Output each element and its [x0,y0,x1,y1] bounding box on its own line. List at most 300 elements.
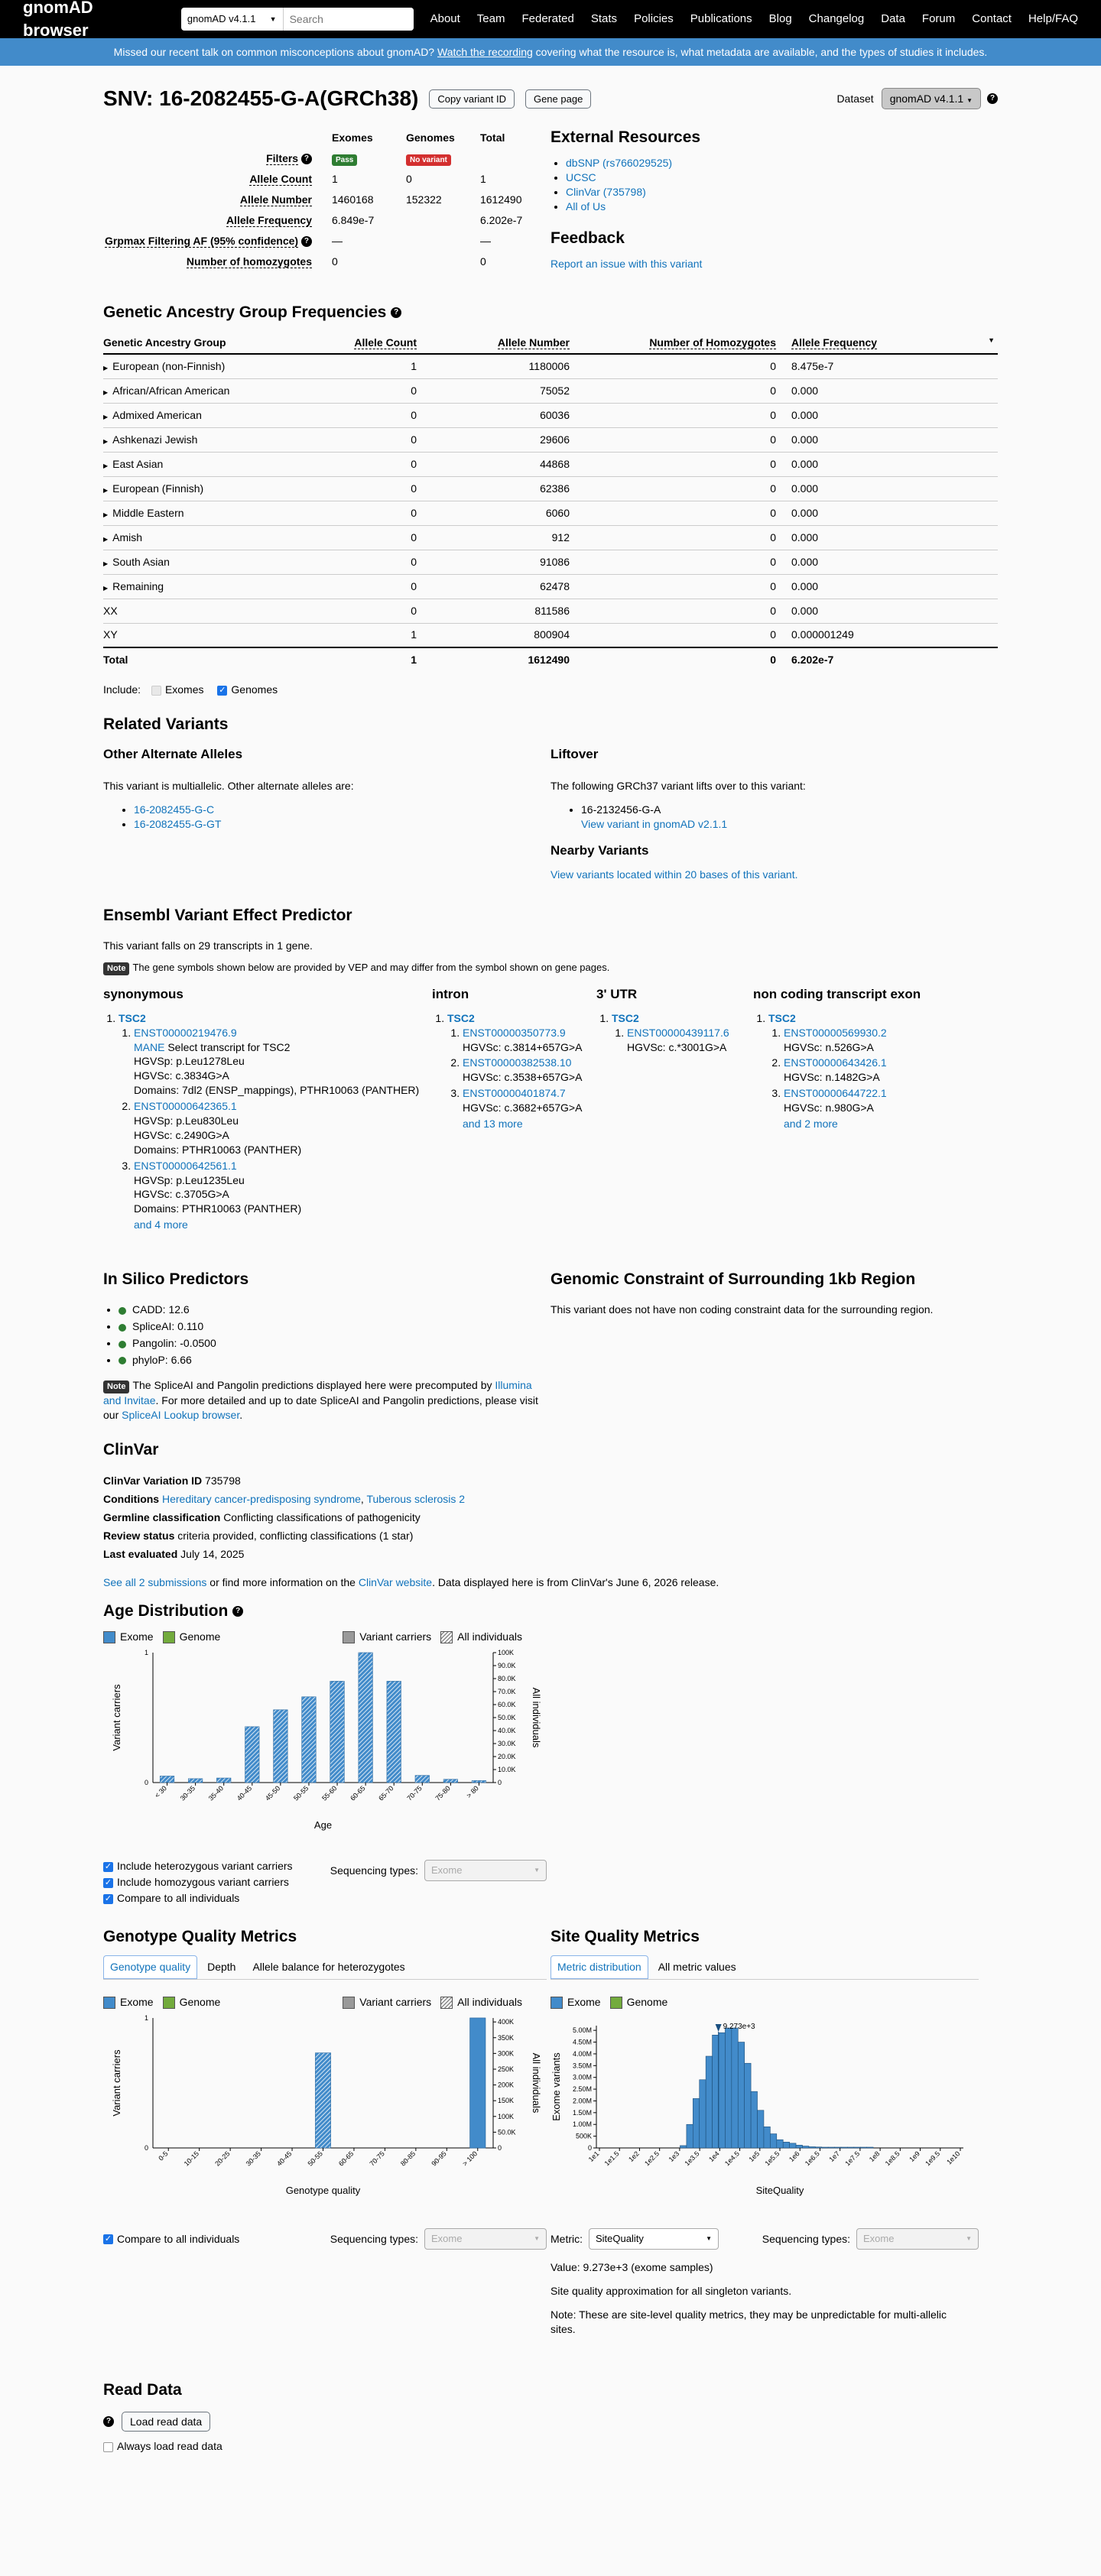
y2-tick-label: 20.0K [498,1753,516,1761]
always-load-option [103,2439,998,2454]
ancestry-row[interactable] [103,427,998,452]
carriers-swatch [343,1631,355,1643]
x-tick-label: 1e5 [747,2149,762,2164]
x-tick-label: 70-75 [368,2149,386,2168]
cell-ac: 0 [333,452,432,476]
col-allele-number[interactable]: Allele Number [497,336,570,349]
x-tick-label: 45-50 [263,1784,282,1802]
cell-ac: 1 [333,647,432,672]
site-quality-bar-13 [680,2146,686,2148]
nav-link[interactable]: Changelog [808,11,865,25]
y-tick-label: 2.00M [572,2097,592,2105]
x-tick-label: 1e10 [945,2149,962,2166]
group-name: Remaining [112,579,164,592]
y2-tick-label: 0 [498,2144,502,2153]
tab[interactable]: Allele balance for heterozygotes [252,1961,405,1974]
summary-value: 1 [331,173,338,186]
more-transcripts-link[interactable]: and 2 more [784,1118,838,1130]
transcript-detail: HGVSc: n.980G>A [784,1101,874,1114]
x-tick-label: 55-60 [320,1784,339,1802]
transcript-item [463,1056,596,1085]
y2-tick-label: 40.0K [498,1727,516,1735]
x-axis-label: SiteQuality [755,2185,804,2197]
summary-row-label: Allele Frequency [226,214,312,227]
expand-caret-icon[interactable]: ▶ [103,462,109,469]
x-tick-label: 0-5 [157,2149,170,2162]
review-status-value: criteria provided, conflicting classifications (1 star) [177,1530,414,1542]
transcript-item [784,1056,952,1085]
clinvar-footer [103,1575,998,1590]
dataset-select-value: gnomAD v4.1.1 [187,13,256,25]
external-resources-title: External Resources [550,128,701,146]
insilico-note [103,1378,547,1423]
y2-tick-label: 400K [498,2018,515,2026]
help-icon[interactable]: ? [391,307,401,318]
view-in-v2-link[interactable]: View variant in gnomAD v2.1.1 [581,818,728,831]
bar-all-3 [245,1727,260,1783]
y2-tick-label: 200K [498,2081,515,2089]
gene-link[interactable]: TSC2 [768,1011,796,1024]
cell-af: 0.000 [791,378,998,403]
site-quality-bar-16 [700,2080,706,2148]
x-tick-label: > 100 [461,2149,479,2168]
alt-alleles-list [103,803,550,832]
nav-link[interactable]: Forum [921,11,956,25]
help-icon[interactable]: ? [301,236,312,247]
dataset-select[interactable] [181,8,284,31]
cell-an: 62386 [432,476,585,501]
summary-value: 0 [331,255,338,268]
liftover-variant: 16-2132456-G-A [581,803,661,816]
group-name: Ashkenazi Jewish [112,433,198,446]
condition-link[interactable]: Tuberous sclerosis 2 [366,1493,466,1505]
compare-all-checkbox[interactable]: ✓ [104,1893,112,1903]
gq-title: Genotype Quality Metrics [103,1928,297,1946]
site-quality-bar-24 [751,2091,757,2148]
group-name: South Asian [112,555,170,568]
filters-label: Filters [266,151,299,164]
cell-an: 6060 [432,501,585,525]
transcript-detail: Domains: PTHR10063 (PANTHER) [134,1202,302,1215]
banner-link[interactable]: Watch the recording [437,46,533,58]
alt-allele-item [134,803,550,817]
cell-af: 0.000 [791,574,998,599]
transcript-item [134,1026,432,1098]
x-axis-label: Genotype quality [285,2185,361,2197]
chevron-down-icon: ▼ [966,96,973,104]
all-swatch [440,1631,453,1643]
y-tick-label: 1.00M [572,2120,592,2129]
genomes-checkbox[interactable]: ✓ [219,685,226,695]
marker-label: 9.273e+3 [723,2023,755,2032]
site-quality-bar-31 [796,2146,802,2149]
cell-af: 6.202e-7 [791,647,998,672]
y2-tick-label: 90.0K [498,1662,516,1670]
gene-item [119,1011,432,1232]
x-tick-label: 20-25 [213,2149,232,2168]
cell-an: 811586 [432,599,585,623]
help-icon[interactable]: ? [301,154,312,164]
y2-axis-label: All individuals [531,2052,542,2114]
exome-swatch [103,1997,115,2009]
cell-an: 1612490 [432,647,585,672]
x-tick-label: 1e3 [667,2149,681,2164]
predictor-item [119,1303,550,1317]
gene-item [768,1011,952,1131]
transcript-link[interactable]: ENST00000569930.2 [784,1026,887,1039]
x-tick-label: 1e8.5 [883,2149,901,2168]
genome-swatch [163,1631,175,1643]
consequence-title: synonymous [103,986,184,1001]
cell-af: 0.000 [791,427,998,452]
feedback-title: Feedback [550,229,625,247]
nav-link[interactable]: Policies [634,11,674,25]
expand-caret-icon[interactable]: ▶ [103,560,109,567]
summary-value: 152322 [405,193,442,206]
condition-link[interactable]: Hereditary cancer-predisposing syndrome [162,1493,361,1505]
genotype-quality-chart [103,2014,547,2221]
transcript-detail: HGVSc: c.3814+657G>A [463,1040,583,1053]
consequence-title: non coding transcript exon [753,986,921,1001]
nav-link[interactable]: Publications [690,11,752,25]
summary-row [105,252,527,271]
nav-link[interactable]: Team [476,11,505,25]
cell-ac: 1 [333,354,432,378]
sort-desc-icon[interactable]: ▼ [988,336,995,345]
tab[interactable]: All metric values [658,1961,736,1974]
read-data-title: Read Data [103,2380,182,2399]
metric-select[interactable] [589,2228,719,2250]
cell-af: 0.000001249 [791,623,998,647]
cell-hom: 0 [585,476,791,501]
col-allele-count[interactable]: Allele Count [354,336,417,349]
x-tick-label: 1e4.5 [723,2149,741,2168]
sq-seq-type-select[interactable] [856,2228,979,2250]
site-quality-bar-14 [687,2124,693,2148]
site-quality-bar-28 [777,2140,783,2148]
transcript-link[interactable]: ENST00000219476.9 [134,1026,237,1039]
y2-tick-label: 350K [498,2034,515,2042]
transcript-item [463,1026,596,1055]
status-dot-icon [119,1341,126,1348]
y-tick-label: 0 [144,1779,148,1787]
transcript-link[interactable]: ENST00000382538.10 [463,1056,572,1069]
x-tick-label: 30-35 [244,2149,263,2168]
gene-link[interactable]: TSC2 [447,1011,475,1024]
cell-af: 0.000 [791,550,998,574]
vep-consequences [103,986,998,1234]
transcript-detail: HGVSc: c.3705G>A [134,1188,229,1201]
liftover-item [581,803,998,832]
insilico-note-mid: . For more detailed and up to date SpliceAI and Pangolin predictions, please visit our [103,1393,538,1421]
banner-text: Missed our recent talk on common misconceptions about gnomAD? [113,46,435,58]
x-tick-label: 40-45 [235,1784,254,1802]
ancestry-row [103,623,998,647]
cell-hom: 0 [585,550,791,574]
external-link-item [566,185,998,200]
nav-link[interactable]: Contact [972,11,1012,25]
cell-hom: 0 [585,354,791,378]
vep-title: Ensembl Variant Effect Predictor [103,906,352,924]
ancestry-row[interactable] [103,452,998,476]
gene-page-button[interactable]: Gene page [525,89,591,109]
x-tick-label: 65-70 [377,1784,395,1802]
transcript-item [134,1099,432,1157]
y2-tick-label: 10.0K [498,1766,516,1774]
bar-all-2 [216,1778,231,1783]
ancestry-row[interactable] [103,476,998,501]
see-submissions-link[interactable]: See all 2 submissions [103,1576,207,1588]
group-name: XX [103,604,118,617]
sq-value-text: Value: 9.273e+3 (exome samples) [550,2261,713,2274]
x-tick-label: 30-35 [178,1784,197,1802]
nav-link[interactable]: Help/FAQ [1028,11,1078,25]
status-dot-icon [119,1324,126,1332]
metric-label: Metric: [550,2232,583,2245]
load-read-data-button[interactable]: Load read data [122,2412,210,2432]
summary-value: 6.849e-7 [331,214,375,227]
col-allele-frequency[interactable]: Allele Frequency [791,336,878,349]
transcript-detail: HGVSp: p.Leu830Leu [134,1114,239,1127]
group-name: Admixed American [112,408,202,421]
seq-types-label: Sequencing types: [762,2232,850,2245]
illumina-link[interactable]: Illumina and Invitae [103,1379,532,1406]
y-tick-label: 1 [144,1649,148,1657]
metric-value: SiteQuality [596,2233,644,2245]
expand-caret-icon[interactable]: ▶ [103,437,109,445]
heterozygous-checkbox[interactable]: ✓ [104,1861,112,1871]
transcript-link[interactable]: ENST00000642365.1 [134,1100,237,1113]
gene-link[interactable]: TSC2 [119,1011,146,1024]
y2-tick-label: 100K [498,2113,515,2121]
chevron-down-icon: ▼ [534,2234,540,2242]
vep-column [596,986,753,1234]
liftover-text: The following GRCh37 variant lifts over to this variant: [550,780,806,793]
transcript-detail: HGVSc: c.*3001G>A [627,1040,727,1053]
x-tick-label: 35-40 [206,1784,226,1802]
expand-caret-icon[interactable]: ▶ [103,535,109,543]
seq-types-label: Sequencing types: [330,2232,418,2245]
age-seq-type-select[interactable] [424,1860,547,1881]
page-title: SNV: 16-2082455-G-A(GRCh38) [103,86,419,111]
expand-caret-icon[interactable]: ▶ [103,511,109,518]
external-link[interactable]: dbSNP (rs766029525) [566,157,673,170]
cell-ac: 0 [333,574,432,599]
transcript-detail: HGVSc: c.3834G>A [134,1069,229,1082]
summary-row [105,211,527,230]
nav-link[interactable]: Stats [590,11,618,25]
x-tick-label: 1e7.5 [843,2149,862,2168]
transcript-detail: HGVSc: c.3538+657G>A [463,1071,583,1084]
group-name: European (Finnish) [112,482,204,495]
homozygous-checkbox[interactable]: ✓ [104,1877,112,1887]
transcript-detail: HGVSc: c.2490G>A [134,1128,229,1141]
help-icon[interactable]: ? [232,1606,243,1617]
nav-link[interactable]: Data [881,11,905,25]
read-data-controls [103,2412,998,2432]
group-name: XY [103,628,118,641]
external-link-item [566,156,998,170]
legend-exome: Exome [120,1996,154,2009]
cell-an: 1180006 [432,354,585,378]
alt-allele-link[interactable]: 16-2082455-G-C [134,803,215,816]
tab[interactable]: Depth [207,1961,236,1974]
transcript-link[interactable]: ENST00000401874.7 [463,1087,566,1100]
condition-separator: , [360,1493,364,1505]
x-tick-label: 60-65 [337,2149,356,2168]
expand-caret-icon[interactable]: ▶ [103,486,109,494]
transcript-link[interactable]: ENST00000642561.1 [134,1159,237,1172]
x-tick-label: 75-80 [434,1784,452,1802]
help-icon[interactable]: ? [103,2416,114,2427]
ancestry-row[interactable] [103,354,998,378]
x-tick-label: 1e6 [787,2149,801,2164]
ancestry-row[interactable] [103,525,998,550]
legend-carriers: Variant carriers [359,1996,432,2009]
expand-caret-icon[interactable]: ▶ [103,388,109,396]
x-tick-label: 10-15 [182,2149,201,2168]
age-controls [103,1858,547,1906]
summary-row [105,232,527,251]
clinvar-footer-text: or find more information on the [209,1576,356,1588]
y2-tick-label: 60.0K [498,1701,516,1709]
col-exomes: Exomes [331,131,373,144]
ancestry-title-text: Genetic Ancestry Group Frequencies [103,303,387,321]
predictor-value: SpliceAI: 0.110 [132,1320,204,1333]
gq-compare-all-label: Compare to all individuals [117,2232,240,2245]
multiallelic-text: This variant is multiallelic. Other alternate alleles are: [103,780,354,793]
site-quality-bar-30 [790,2143,796,2148]
alt-allele-link[interactable]: 16-2082455-G-GT [134,818,222,831]
site-quality-bar-35 [822,2147,828,2148]
report-issue-link[interactable]: Report an issue with this variant [550,258,703,271]
cell-ac: 0 [333,427,432,452]
age-title-text: Age Distribution [103,1601,229,1620]
chevron-down-icon: ▼ [534,1866,540,1874]
seq-type-value: Exome [431,1864,463,1877]
legend-all: All individuals [457,1630,522,1643]
cell-hom: 0 [585,574,791,599]
heterozygous-label: Include heterozygous variant carriers [117,1860,293,1873]
spliceai-lookup-link[interactable]: SpliceAI Lookup browser [122,1408,240,1421]
cell-an: 62478 [432,574,585,599]
transcript-link[interactable]: ENST00000643426.1 [784,1056,887,1069]
bar-all-5 [315,2053,330,2148]
vep-column [753,986,952,1234]
legend-genome: Genome [179,1996,221,2009]
compare-all-label: Compare to all individuals [117,1892,240,1905]
summary-value: 1612490 [479,193,522,206]
cell-hom: 0 [585,501,791,525]
germline-label: Germline classification [103,1511,221,1523]
ancestry-row[interactable] [103,403,998,427]
consequence-title: 3' UTR [596,986,638,1001]
external-link[interactable]: All of Us [566,200,606,213]
transcript-link[interactable]: ENST00000439117.6 [627,1026,729,1039]
expand-caret-icon[interactable]: ▶ [103,413,109,420]
expand-caret-icon[interactable]: ▶ [103,364,109,371]
tab[interactable]: Metric distribution [550,1955,648,1979]
transcript-detail: HGVSp: p.Leu1278Leu [134,1055,245,1068]
legend-exome: Exome [567,1996,601,2009]
nav-link[interactable]: Federated [521,11,574,25]
group-name: Total [103,654,128,667]
cell-hom: 0 [585,623,791,647]
col-genomes: Genomes [405,131,455,144]
transcript-link[interactable]: ENST00000644722.1 [784,1087,887,1100]
transcript-detail: HGVSp: p.Leu1235Leu [134,1173,245,1186]
y2-tick-label: 150K [498,2097,515,2105]
search-bar [181,8,414,31]
y2-tick-label: 50.0K [498,1714,516,1722]
x-tick-label: 60-65 [349,1784,367,1802]
gq-compare-all-checkbox[interactable]: ✓ [104,2234,112,2243]
always-load-checkbox[interactable] [103,2442,113,2452]
transcript-link[interactable]: ENST00000350773.9 [463,1026,566,1039]
ancestry-row[interactable] [103,378,998,403]
age-distribution-chart [103,1649,547,1855]
summary-row [105,170,527,189]
help-icon[interactable]: ? [987,93,998,104]
total-row [103,647,998,672]
logo-link[interactable]: gnomAD browser [23,0,93,40]
site-quality-bar-27 [770,2134,776,2148]
dataset-dropdown[interactable] [882,88,981,110]
site-quality-bar-39 [847,2147,853,2148]
marker-arrow-icon [716,2024,722,2032]
clinvar-website-link[interactable]: ClinVar website [358,1576,433,1588]
ancestry-row[interactable] [103,550,998,574]
col-group[interactable]: Genetic Ancestry Group [103,333,333,354]
exome-swatch [103,1631,115,1643]
y2-axis-label: All individuals [531,1687,542,1748]
ancestry-row[interactable] [103,501,998,525]
y2-tick-label: 80.0K [498,1675,516,1683]
y2-tick-label: 100K [498,1649,515,1657]
y2-tick-label: 250K [498,2065,515,2074]
nav-link[interactable]: Blog [768,11,792,25]
variant-summary-table [103,127,528,273]
cell-ac: 0 [333,378,432,403]
x-tick-label: 1e9 [908,2149,921,2164]
x-tick-label: 50-55 [306,2149,324,2168]
nearby-variants-link[interactable]: View variants located within 20 bases of this variant. [550,868,798,881]
nav-link[interactable]: About [430,11,460,25]
legend-all: All individuals [457,1996,522,2009]
exomes-checkbox[interactable] [151,686,161,696]
more-transcripts-link[interactable]: and 13 more [463,1118,523,1130]
col-homozygotes[interactable]: Number of Homozygotes [649,336,776,349]
legend-exome: Exome [120,1630,154,1643]
mane-link[interactable]: MANE [134,1040,165,1053]
transcript-item [134,1159,432,1217]
external-link[interactable]: ClinVar (735798) [566,186,646,199]
gene-link[interactable]: TSC2 [612,1011,639,1024]
alt-allele-item [134,817,550,832]
gq-seq-type-select[interactable] [424,2228,547,2250]
search-input[interactable] [284,8,414,31]
expand-caret-icon[interactable]: ▶ [103,584,109,592]
more-item [784,1117,952,1131]
ancestry-row[interactable] [103,574,998,599]
tab[interactable]: Genotype quality [103,1955,197,1979]
copy-variant-id-button[interactable]: Copy variant ID [429,89,515,109]
external-link[interactable]: UCSC [566,171,596,184]
y2-tick-label: 50.0K [498,2128,516,2136]
site-quality-bar-38 [841,2147,847,2148]
site-quality-chart [550,2014,979,2221]
more-transcripts-link[interactable]: and 4 more [134,1218,188,1231]
